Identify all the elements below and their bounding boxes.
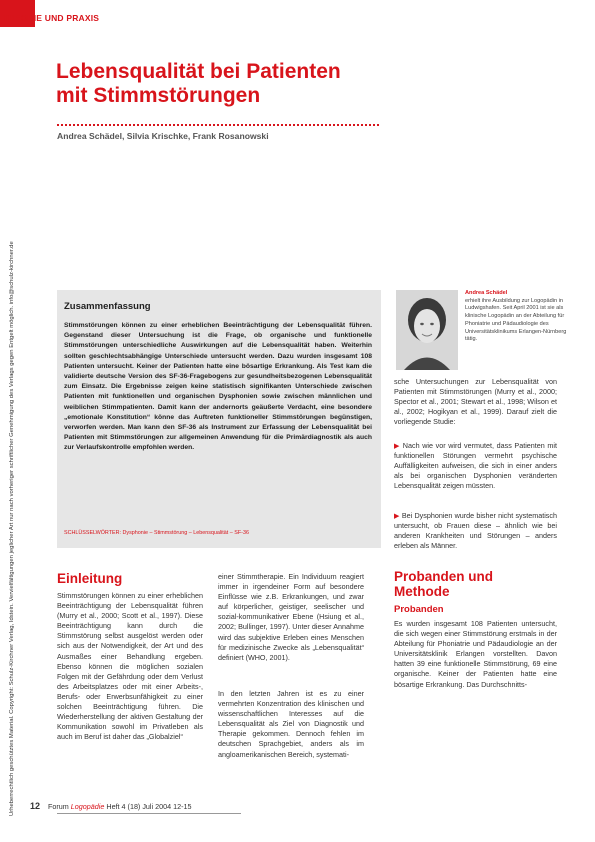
issue-info: Heft 4 (18) Juli 2004 12-15: [106, 802, 192, 811]
col3-intro: sche Untersuchungen zur Lebensqualität von Patienten mit Stimmstörungen (Murry et al., 2000; Spector et al., 2001; Stewart et al., 1998; Wilson et al., 2002; Hogikyan et al., 1999). Darauf zielt die vorliegende Studie:: [394, 377, 557, 427]
footer: [30, 801, 191, 811]
heading-probanden: Probanden: [394, 604, 444, 615]
bullet-marker: ▶: [394, 441, 403, 450]
col2-text: einer Stimmtherapie. Ein Individuum reagiert immer in irgendeiner Form auf besondere Einflüsse wie z.B. Erkrankungen, und zwar auf körperlicher, geistiger, seelischer und sozial-kommunikativer Ebene (Hsiung et al., 2002; Bullinger, 1997). Unter dieser Annahme wird das subjektive Erleben eines Menschen für medizinische Zwecke als „Lebensqualität“ definiert (WHO, 2001).: [218, 572, 364, 662]
author-photo: [396, 290, 458, 370]
abstract-box: [57, 290, 381, 548]
bio-name: Andrea Schädel: [465, 290, 508, 296]
bullet-1: [394, 441, 557, 491]
footer-rule: [57, 813, 241, 814]
heading-probanden-methode: Probanden und Methode: [394, 569, 493, 599]
title-divider: [57, 124, 379, 126]
page-number: 12: [30, 801, 41, 811]
keywords: SCHLÜSSELWÖRTER: Dysphonie – Stimmstörung – Lebensqualität – SF-36: [64, 530, 249, 536]
bullet-2: [394, 511, 557, 551]
bio-text: erhielt ihre Ausbildung zur Logopädin in Ludwigshafen. Seit April 2001 ist sie als klinische Logopädin an der Abteilung für Phoniatrie und Pädaudiologie des Universitätsklinikums Erlangen-Nürnberg tätig.: [465, 297, 567, 343]
col2b-text: In den letzten Jahren ist es zu einer vermehrten Konzentration des klinischen und wissenschaftlichen Interesses auf die Lebensqualität als Ziel von Diagnostik und Therapie gekommen. Dennoch fehlen im deutschen Sprachgebiet, anders als im angloamerikanischen Bereich, systemati-: [218, 689, 364, 759]
heading-einleitung: Einleitung: [57, 571, 123, 586]
journal-name: Forum: [48, 802, 69, 811]
title-line-2: mit Stimmstörungen: [56, 84, 261, 107]
abstract-heading: Zusammenfassung: [64, 301, 151, 312]
bullet-marker: ▶: [394, 511, 402, 520]
title-line-1: Lebensqualität bei Patienten: [56, 60, 341, 83]
authors: Andrea Schädel, Silvia Krischke, Frank Rosanowski: [57, 131, 269, 141]
journal-name-em: Logopädie: [70, 802, 105, 811]
col1-text: Stimmstörungen können zu einer erheblichen Beeinträchtigung der Lebensqualität führen (Murry et al., 2000; Scott et al., 1997). Diese Beeinträchtigung kann durch die Stimmstörung selbst ausgelöst werden oder sich aus der Notwendigkeit, der Art und des Ausmaßes einer Behandlung ergeben. Ebenso können die möglichen sozialen Folgen mit der Gefährdung oder dem Verlust des Arbeitsplatzes oder mit einer Arbeits-, Berufs- oder Erwerbsunfähigkeit zu einer solchen Beeinträchtigung führen. Die Wiederherstellung der aktiven Gestaltung der Kommunikation sowohl im Privatleben als auch im Beruf ist daher das „Globalziel“: [57, 591, 203, 742]
bullet-2-text: Bei Dysphonien wurde bisher nicht systematisch untersucht, ob Frauen diese – ähnlich wie bei anderen Krankheiten und Störungen – anders erleben als Männer.: [394, 511, 557, 551]
col3-probanden-text: Es wurden insgesamt 108 Patienten untersucht, die sich wegen einer Stimmstörung erstmals in der Abteilung für Phoniatrie und Pädaudiologie an der Universitätsklinik Erlangen vorstellten. Davon hatten 39 eine funktionelle Stimmstörung, 69 eine organische. Keiner der Patienten hatte eine bösartige Erkrankung. Das Durchschnitts-: [394, 619, 557, 689]
author-bio: [465, 290, 575, 344]
abstract-text: Stimmstörungen können zu einer erheblichen Beeinträchtigung der Lebensqualität führen. Gegenstand dieser Untersuchung ist die Frage, ob organische und funktionelle Stimmstörungen unterschiedliche Auswirkungen auf die Lebensqualität haben. Weiterhin sollten geschlechtsabhängige Unterschiede untersucht werden. Dazu wurden insgesamt 108 Patienten untersucht. Keiner der Patienten hatte eine bösartige Erkrankung. Als Test kam die validierte deutsche Version des SF-36-Fragebogens zur gesundheitsbezogenen Lebensqualität zum Einsatz. Die Ergebnisse zeigen keine statistisch signifikanten Unterschiede zwischen Patienten mit funktionellen und organischen Dysphonien sowie zwischen männlichen und weiblichen Stimmpatienten. Damit kann der andernorts geäußerte Verdacht, eine besondere „emotionale Konstitution“ könne das Auftreten funktioneller Stimmstörungen begünstigen, verworfen werden. Man kann den SF-36 als Instrument zur Erfassung der Lebensqualität bei Patienten mit Stimmstörungen zur allgemeinen Anwendung für die Primärdiagnostik als auch zur Verlaufskontrolle empfohlen werden.: [64, 322, 372, 452]
copyright-notice: [9, 36, 19, 816]
portrait-image: [396, 290, 458, 370]
article-title: [56, 60, 416, 108]
bullet-1-text: Nach wie vor wird vermutet, dass Patienten mit funktionellen Störungen vermehrt psychische Auffälligkeiten aufweisen, die sich in einer anders als bei organischen Dysphonien veränderten Lebensqualität zeigen müssten.: [394, 441, 557, 491]
section-label: THEORIE UND PRAXIS: [3, 13, 100, 23]
copyright-text: Urheberrechtlich geschütztes Material. Copyright: Schulz-Kirchner Verlag, Idstein. Vervielfältigungen jeglicher Art nur nach vorheriger schriftlicher Genehmigung des Verlags gegen Entgelt möglich. info@schulz-kirchner.de: [9, 241, 15, 816]
